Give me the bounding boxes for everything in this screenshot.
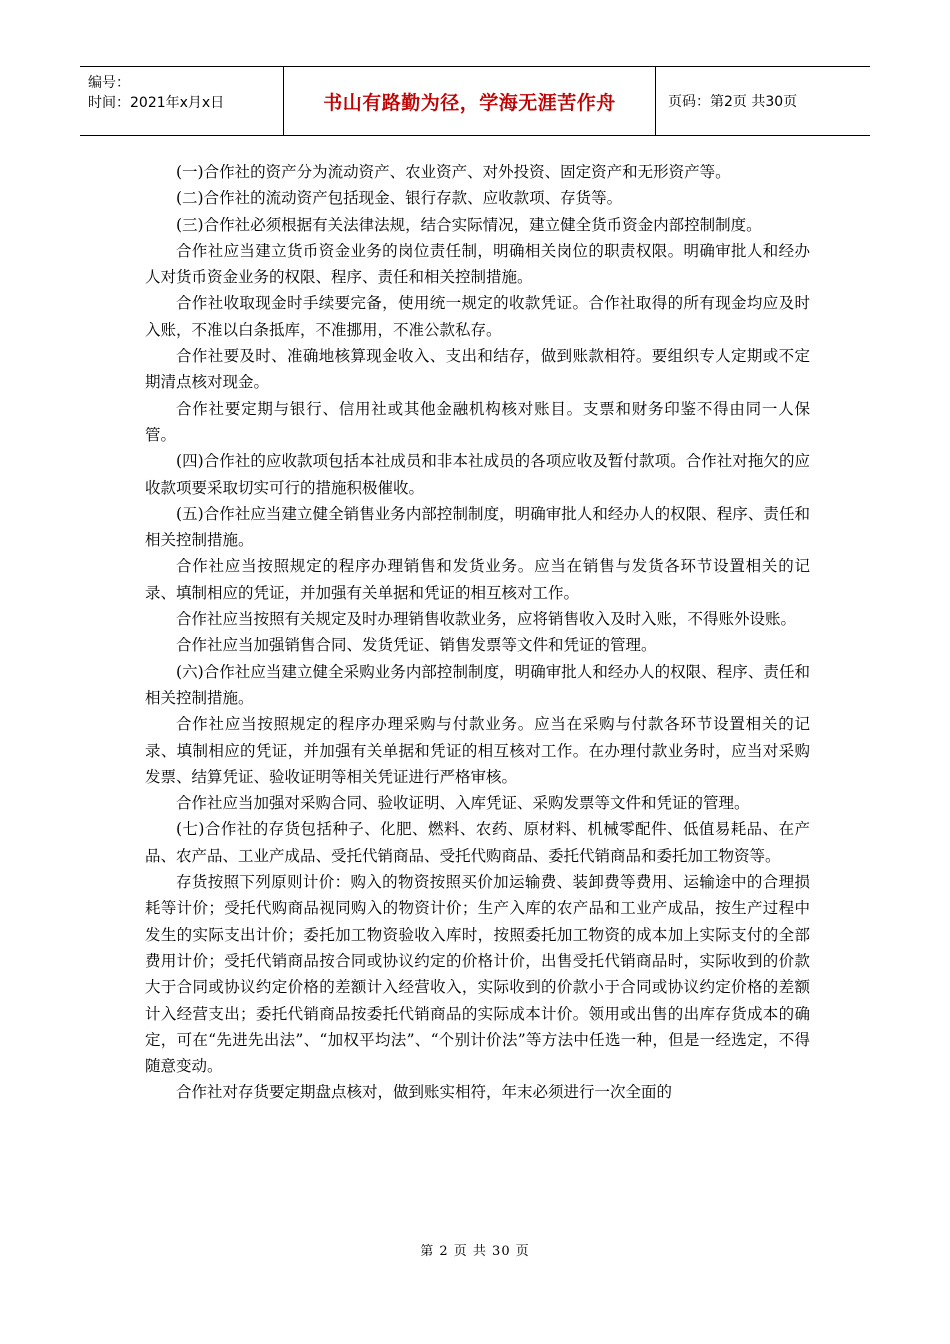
paragraph: (三)合作社必须根据有关法律法规，结合实际情况，建立健全货币资金内部控制制度。 (176, 215, 762, 234)
paragraph: 合作社要定期与银行、信用社或其他金融机构核对账目。支票和财务印鉴不得由同一人保管。 (145, 399, 810, 444)
page-header (80, 66, 870, 136)
paragraph: 合作社应当按照规定的程序办理采购与付款业务。应当在采购与付款各环节设置相关的记录、填制相应的凭证，并加强有关单据和凭证的相互核对工作。在办理付款业务时，应当对采购发票、结算凭证、验收证明等相关凭证进行严格审核。 (145, 715, 810, 786)
document-date: 时间：2021年x月x日 (88, 95, 225, 111)
document-number-label: 编号： (88, 75, 130, 91)
paragraph: 合作社应当加强销售合同、发货凭证、销售发票等文件和凭证的管理。 (176, 636, 657, 655)
page-footer: 第 2 页 共 30 页 (420, 1244, 530, 1259)
paragraph: (一)合作社的资产分为流动资产、农业资产、对外投资、固定资产和无形资产等。 (176, 163, 731, 181)
header-page-info: 页码：第2页 共30页 (668, 94, 798, 110)
header-motto: 书山有路勤为径，学海无涯苦作舟 (284, 67, 656, 135)
paragraph: 合作社要及时、准确地核算现金收入、支出和结存，做到账款相符。要组织专人定期或不定期清点核对现金。 (145, 347, 810, 392)
paragraph: (六)合作社应当建立健全采购业务内部控制制度，明确审批人和经办人的权限、程序、责任和相关控制措施。 (145, 662, 810, 707)
paragraph: (五)合作社应当建立健全销售业务内部控制制度，明确审批人和经办人的权限、程序、责任和相关控制措施。 (145, 504, 810, 550)
header-meta (80, 67, 284, 135)
paragraph: (七)合作社的存货包括种子、化肥、燃料、农药、原材料、机械零配件、低值易耗品、在产品、农产品、工业产成品、受托代销商品、受托代购商品、委托代销商品和委托加工物资等。 (145, 820, 810, 865)
paragraph: 合作社应当按照有关规定及时办理销售收款业务，应将销售收入及时入账，不得账外设账。 (176, 610, 797, 629)
paragraph: 存货按照下列原则计价：购入的物资按照买价加运输费、装卸费等费用、运输途中的合理损耗等计价；受托代购商品视同购入的物资计价；生产入库的农产品和工业产成品，按生产过程中发生的实际支出计价；委托加工物资验收入库时，按照委托加工物资的成本加上实际支付的全部费用计价；受托代销商品按合同或协议约定的价格计价，出售受托代销商品时，实际收到的价款大于合同或协议约定价格的差额计入经营收入，实际收到的价款小于合同或协议约定价格的差额计入经营支出；委托代销商品按委托代销商品的实际成本计价。领用或出售的出库存货成本的确定，可在“先进先出法”、“加权平均法”、“个别计价法”等方法中任选一种，但是一经选定，不得随意变动。 (145, 873, 810, 1076)
paragraph: 合作社收取现金时手续要完备，使用统一规定的收款凭证。合作社取得的所有现金均应及时入账，不准以白条抵库，不准挪用，不准公款私存。 (145, 294, 810, 339)
paragraph: 合作社对存货要定期盘点核对，做到账实相符，年末必须进行一次全面的 (176, 1083, 673, 1102)
paragraph: 合作社应当加强对采购合同、验收证明、入库凭证、采购发票等文件和凭证的管理。 (176, 794, 750, 813)
paragraph: 合作社应当按照规定的程序办理销售和发货业务。应当在销售与发货各环节设置相关的记录、填制相应的凭证，并加强有关单据和凭证的相互核对工作。 (145, 557, 810, 602)
paragraph: (四)合作社的应收款项包括本社成员和非本社成员的各项应收及暂付款项。合作社对拖欠的应收款项要采取切实可行的措施积极催收。 (145, 452, 810, 497)
paragraph: 合作社应当建立货币资金业务的岗位责任制，明确相关岗位的职责权限。明确审批人和经办人对货币资金业务的权限、程序、责任和相关控制措施。 (145, 241, 810, 287)
document-body (145, 159, 810, 1106)
paragraph: (二)合作社的流动资产包括现金、银行存款、应收款项、存货等。 (176, 189, 623, 208)
